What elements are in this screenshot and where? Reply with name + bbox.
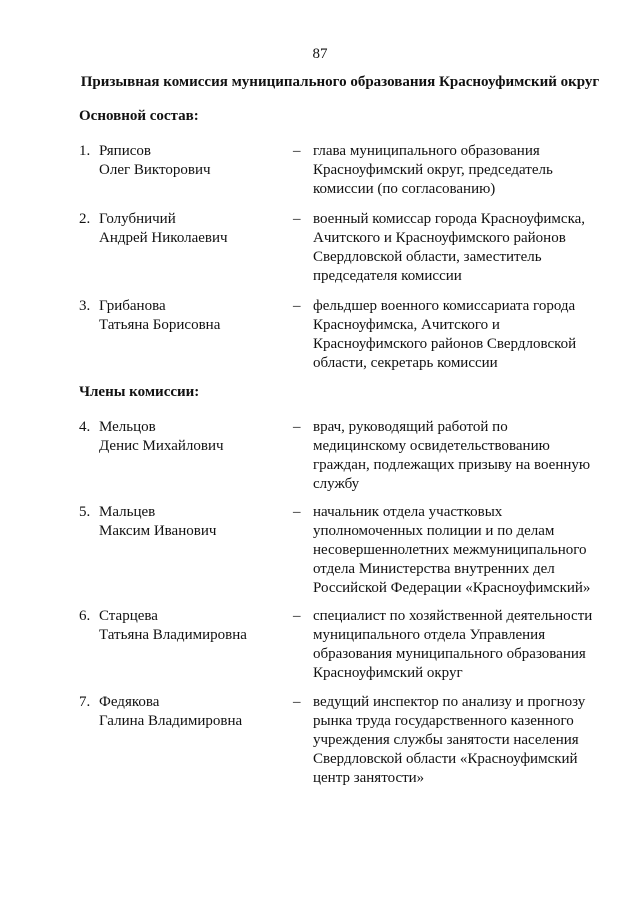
member-surname: Грибанова — [99, 298, 166, 314]
member-given-names: Денис Михайлович — [99, 438, 224, 454]
member-role — [313, 142, 613, 199]
member-surname: Голубничий — [99, 211, 176, 227]
member-surname: Мальцев — [99, 504, 156, 520]
member-role — [313, 607, 613, 683]
member-given-names: Татьяна Борисовна — [99, 317, 221, 333]
role-line: Свердловской области, заместитель — [313, 249, 542, 265]
role-line: ведущий инспектор по анализу и прогнозу — [313, 694, 586, 710]
member-dash: – — [293, 143, 301, 159]
member-number: 6. — [79, 608, 91, 624]
member-role — [313, 418, 613, 494]
member-number: 5. — [79, 504, 91, 520]
member-dash: – — [293, 694, 301, 710]
member-dash: – — [293, 608, 301, 624]
member-name — [99, 418, 289, 456]
role-line: начальник отдела участковых — [313, 504, 503, 520]
role-line: глава муниципального образования — [313, 143, 540, 159]
member-dash: – — [293, 211, 301, 227]
role-line: отдела Министерства внутренних дел — [313, 561, 555, 577]
role-line: Свердловской области «Красноуфимский — [313, 751, 578, 767]
role-line: комиссии (по согласованию) — [313, 181, 496, 197]
member-role — [313, 693, 613, 788]
role-line: образования муниципального образования — [313, 646, 586, 662]
role-line: специалист по хозяйственной деятельности — [313, 608, 593, 624]
member-number: 3. — [79, 298, 91, 314]
member-role — [313, 210, 613, 286]
member-given-names: Олег Викторович — [99, 162, 211, 178]
member-number: 2. — [79, 211, 91, 227]
member-name — [99, 607, 289, 645]
page-number: 87 — [312, 46, 328, 62]
member-role — [313, 297, 613, 373]
member-given-names: Галина Владимировна — [99, 713, 243, 729]
member-dash: – — [293, 419, 301, 435]
role-line: несовершеннолетних межмуниципального — [313, 542, 587, 558]
role-line: центр занятости» — [313, 770, 425, 786]
role-line: уполномоченных полиции и по делам — [313, 523, 555, 539]
member-surname: Федякова — [99, 694, 160, 710]
member-name — [99, 297, 289, 335]
member-surname: Мельцов — [99, 419, 156, 435]
role-line: врач, руководящий работой по — [313, 419, 508, 435]
role-line: муниципального отдела Управления — [313, 627, 546, 643]
member-number: 1. — [79, 143, 91, 159]
member-given-names: Андрей Николаевич — [99, 230, 228, 246]
member-number: 4. — [79, 419, 91, 435]
member-name — [99, 210, 289, 248]
member-given-names: Татьяна Владимировна — [99, 627, 247, 643]
role-line: Ачитского и Красноуфимского районов — [313, 230, 566, 246]
role-line: области, секретарь комиссии — [313, 355, 498, 371]
member-role — [313, 503, 613, 598]
role-line: фельдшер военного комиссариата города — [313, 298, 576, 314]
role-line: учреждения службы занятости населения — [313, 732, 579, 748]
member-name — [99, 142, 289, 180]
member-surname: Старцева — [99, 608, 158, 624]
document-title: Призывная комиссия муниципального образования Красноуфимский округ — [80, 74, 600, 90]
section-heading-members: Члены комиссии: — [79, 384, 200, 400]
role-line: военный комиссар города Красноуфимска, — [313, 211, 586, 227]
role-line: Российской Федерации «Красноуфимский» — [313, 580, 591, 596]
role-line: Красноуфимского районов Свердловской — [313, 336, 577, 352]
role-line: председателя комиссии — [313, 268, 462, 284]
role-line: граждан, подлежащих призыву на военную — [313, 457, 591, 473]
role-line: рынка труда государственного казенного — [313, 713, 574, 729]
member-surname: Ряписов — [99, 143, 151, 159]
member-dash: – — [293, 504, 301, 520]
member-name — [99, 503, 289, 541]
role-line: службу — [313, 476, 360, 492]
role-line: Красноуфимский округ, председатель — [313, 162, 553, 178]
member-given-names: Максим Иванович — [99, 523, 217, 539]
member-name — [99, 693, 289, 731]
role-line: Красноуфимска, Ачитского и — [313, 317, 500, 333]
role-line: медицинскому освидетельствованию — [313, 438, 550, 454]
member-dash: – — [293, 298, 301, 314]
role-line: Красноуфимский округ — [313, 665, 463, 681]
section-heading-main: Основной состав: — [79, 108, 199, 124]
member-number: 7. — [79, 694, 91, 710]
